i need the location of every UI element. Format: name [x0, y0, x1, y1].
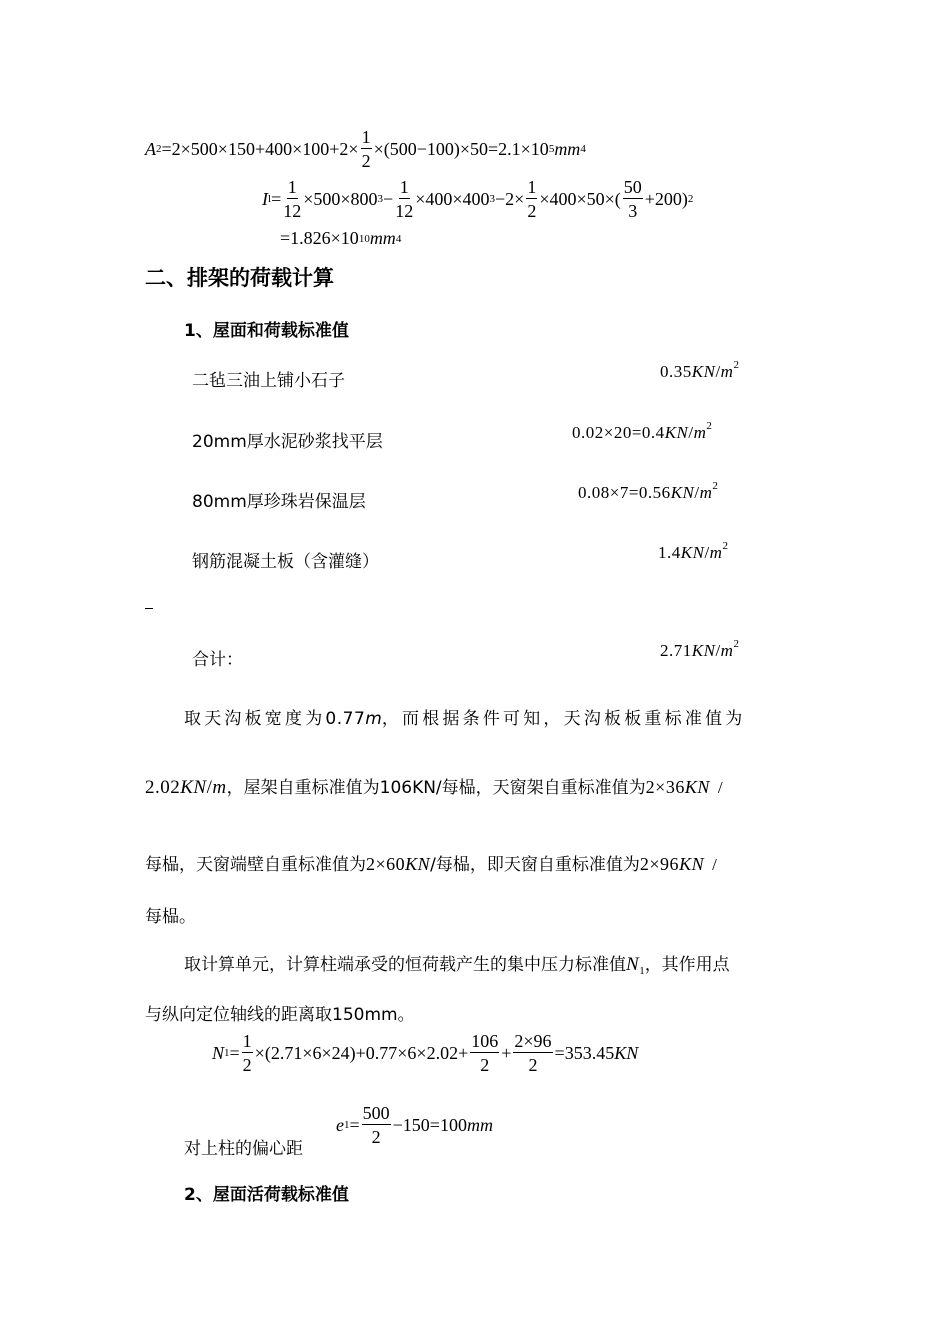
var-n: N: [212, 1042, 225, 1063]
subsection-heading-2: 2、屋面活荷载标准值: [184, 1185, 349, 1205]
unit: KN: [614, 1042, 639, 1063]
eq-part: ×400×400: [415, 188, 490, 209]
var-n: N: [626, 954, 640, 975]
eq-part: ×(2.71×6×24)+0.77×6×2.02+: [254, 1042, 469, 1063]
eq-part: =353.45: [554, 1042, 615, 1063]
load-value: $0.02\times 20=0.4KN/m^2$: [572, 420, 713, 442]
para1-line4: 每榀。: [145, 907, 196, 927]
eq-part: +: [501, 1042, 512, 1063]
para-text: 每榀，天窗端壁自重标准值为: [145, 855, 366, 875]
eq-sign: =: [349, 1114, 360, 1135]
eccentric-label: 对上柱的偏心距: [184, 1139, 303, 1159]
eq-part: −: [383, 188, 394, 209]
para-text: /每榀，即天窗自重标准值为: [430, 855, 640, 875]
load-unit: KN: [691, 362, 716, 381]
eq-part: ×400×50×(: [539, 188, 621, 209]
load-value: $0.35KN/m^2$: [660, 359, 740, 381]
load-calc: 0.08×7=0.56: [578, 483, 671, 502]
frac-num: 50: [623, 177, 642, 197]
para-text: ，其作用点: [644, 955, 730, 975]
fraction: [283, 178, 301, 220]
eq-part: ×500×800: [303, 188, 378, 209]
eq-part: −150=100: [392, 1114, 467, 1135]
frac-num: 500: [362, 1103, 390, 1123]
fraction: [362, 1104, 391, 1146]
eq-part: =2×500×150+400×100+2×: [161, 138, 359, 159]
subsection-heading-1: 1、屋面和荷载标准值: [184, 321, 349, 341]
load-den: m: [699, 483, 713, 502]
separator-dash: [145, 608, 153, 609]
inline-value: 2×36: [645, 777, 685, 797]
frac-den: 2: [371, 1127, 381, 1147]
total-exp: 2: [733, 638, 740, 650]
fraction: [242, 1032, 253, 1074]
eq-part: −2×: [495, 188, 525, 209]
total-den: m: [720, 641, 734, 660]
inline-unit: KN: [684, 777, 710, 797]
para1-line1: [184, 704, 745, 729]
frac-den: 2: [480, 1055, 490, 1075]
frac-den: 2: [361, 151, 371, 171]
load-calc: 0.35: [660, 362, 692, 381]
inline-slash: /: [712, 855, 718, 874]
load-exp: 2: [722, 540, 729, 552]
var-e: e: [336, 1114, 344, 1135]
load-exp: 2: [706, 420, 713, 432]
inline-den: m: [212, 777, 227, 798]
frac-den: 2: [242, 1055, 252, 1075]
equation-n1: N 1 = $\frac{1}{2}$ ×(2.71×6×24)+0.77×6×2.02+ $\frac{106}{2}$ + $\frac{2\times 96}{2}$ =353.45 KN: [212, 1031, 639, 1075]
frac-num: 1: [242, 1031, 252, 1051]
load-den: m: [709, 543, 723, 562]
frac-den: 3: [628, 201, 638, 221]
inline-unit: m: [365, 709, 382, 729]
frac-num: 1: [527, 177, 537, 197]
fraction: [513, 1032, 552, 1074]
load-unit: KN: [670, 483, 695, 502]
sub-1: 1: [639, 965, 645, 977]
fraction: [470, 1032, 499, 1074]
frac-num: 106: [471, 1031, 499, 1051]
frac-den: 2: [528, 1055, 538, 1075]
para-text: 取计算单元，计算柱端承受的恒荷载产生的集中压力标准值: [184, 955, 626, 975]
equation-e1: e 1 = $\frac{500}{2}$ −150=100 mm: [336, 1103, 493, 1147]
equation-il-result: =1.826×10 10 mm 4: [280, 228, 402, 248]
frac-den: 12: [395, 201, 414, 221]
load-value: $0.08\times 7=0.56KN/m^2$: [578, 480, 719, 502]
frac-num: 1: [287, 177, 297, 197]
result: =1.826×10: [280, 228, 359, 248]
para-text: ，屋架自重标准值为106KN/每榀，天窗架自重标准值为: [226, 778, 646, 798]
load-exp: 2: [712, 480, 719, 492]
load-unit: KN: [664, 423, 689, 442]
load-value: $1.4KN/m^2$: [658, 540, 729, 562]
frac-den: 12: [283, 201, 302, 221]
inline-unit: KN: [405, 854, 431, 874]
frac-num: 2×96: [514, 1031, 552, 1051]
load-label: 钢筋混凝土板（含灌缝）: [192, 552, 379, 572]
load-label: 80mm厚珍珠岩保温层: [192, 492, 366, 512]
para2-line2: 与纵向定位轴线的距离取150mm。: [145, 1005, 415, 1025]
fraction: [526, 178, 537, 220]
eq-part: +200): [644, 188, 688, 209]
inline-value: 2.02: [145, 777, 181, 798]
load-calc: 1.4: [658, 543, 681, 562]
fraction: [623, 178, 643, 220]
equation-a2: A 2 =2×500×150+400×100+2× $\frac{1}{2}$ ×(500−100)×50=2.1×10 5 mm 4: [145, 127, 586, 171]
inline-value: 2×96: [639, 854, 680, 874]
total-value: $2.71KN/m^2$: [660, 638, 740, 660]
load-calc: 0.02×20=0.4: [572, 423, 665, 442]
section-heading: 二、排架的荷载计算: [145, 266, 334, 290]
unit: mm: [554, 138, 581, 159]
total-unit: KN: [691, 641, 716, 660]
total-label: 合计：: [192, 650, 243, 670]
para-text: ，而根据条件可知，天沟板板重标准值为: [381, 709, 746, 729]
inline-unit: KN: [180, 777, 207, 798]
load-den: m: [720, 362, 734, 381]
para1-line2: 2.02KN/m，屋架自重标准值为106KN/每榀，天窗架自重标准值为2×36KN /: [145, 777, 724, 798]
load-den: m: [693, 423, 707, 442]
inline-unit: KN: [679, 854, 705, 874]
var-a: A: [145, 138, 156, 159]
frac-den: 2: [527, 201, 537, 221]
total-number: 2.71: [660, 641, 692, 660]
para2-line1: [184, 950, 730, 976]
frac-num: 1: [399, 177, 409, 197]
para-text: 取天沟板宽度为: [184, 709, 326, 729]
equation-il: I l = $\frac{1}{12}$ ×500×800 3 − $\frac{1}{12}$ ×400×400 3 −2× $\frac{1}{2}$ ×400×50×( $\frac{50}{3}$ +200) 2: [262, 177, 694, 221]
var-i: I: [262, 188, 268, 209]
eq-sign: =: [229, 1042, 240, 1063]
fraction: [361, 128, 372, 170]
unit: mm: [466, 1114, 493, 1135]
load-label: 二毡三油上铺小石子: [192, 371, 345, 391]
unit: mm: [369, 228, 396, 248]
inline-value: 2×60: [366, 854, 406, 874]
load-label: 20mm厚水泥砂浆找平层: [192, 432, 383, 452]
inline-slash: /: [717, 778, 724, 797]
load-unit: KN: [680, 543, 705, 562]
load-exp: 2: [733, 359, 740, 371]
inline-value: 0.77: [325, 709, 366, 729]
eq-sign: =: [271, 188, 282, 209]
fraction: [395, 178, 413, 220]
para1-line3: [145, 850, 717, 875]
eq-part: ×(500−100)×50=2.1×10: [373, 138, 549, 159]
frac-num: 1: [361, 127, 371, 147]
